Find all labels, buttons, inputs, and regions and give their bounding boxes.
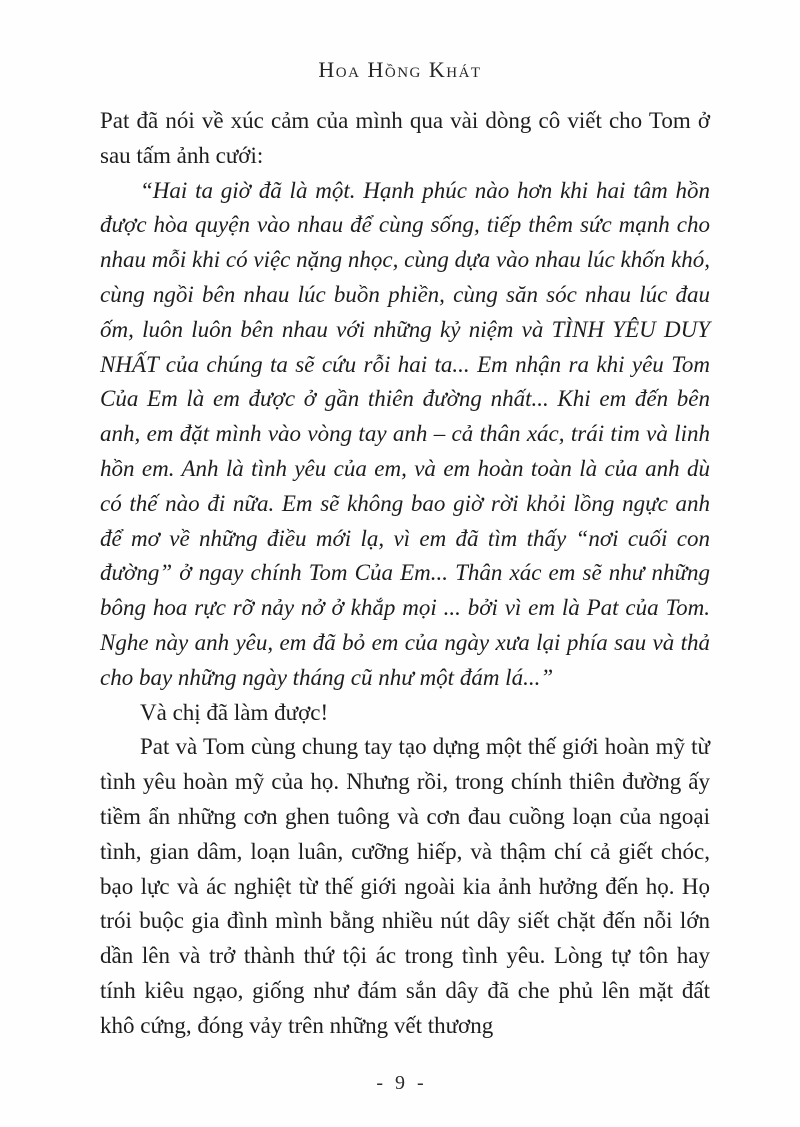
- paragraph-narrative: Pat và Tom cùng chung tay tạo dựng một thế giới hoàn mỹ từ tình yêu hoàn mỹ của họ. Nhưng rồi, trong chính thiên đường ấy tiềm ẩn những cơn ghen tuông và cơn đau cuồng loạn của ngoại tình, gian dâm, loạn luân, cưỡng hiếp, và thậm chí cả giết chóc, bạo lực và ác nghiệt từ thế giới ngoài kia ảnh hưởng đến họ. Họ trói buộc gia đình mình bằng nhiều nút dây siết chặt đến nỗi lớn dần lên và trở thành thứ tội ác trong tình yêu. Lòng tự tôn hay tính kiêu ngạo, giống như đám sắn dây đã che phủ lên mặt đất khô cứng, đóng vảy trên những vết thương: [100, 734, 710, 1038]
- running-header: Hoa Hồng Khát: [318, 57, 482, 82]
- paragraph-wedding-photo-quote: “Hai ta giờ đã là một. Hạnh phúc nào hơn khi hai tâm hồn được hòa quyện vào nhau để cùng sống, tiếp thêm sức mạnh cho nhau mỗi khi có việc nặng nhọc, cùng dựa vào nhau lúc khốn khó, cùng ngồi bên nhau lúc buồn phiền, cùng săn sóc nhau lúc đau ốm, luôn luôn bên nhau với những kỷ niệm và TÌNH YÊU DUY NHẤT của chúng ta sẽ cứu rỗi hai ta... Em nhận ra khi yêu Tom Của Em là em được ở gần thiên đường nhất... Khi em đến bên anh, em đặt mình vào vòng tay anh – cả thân xác, trái tim và linh hồn em. Anh là tình yêu của em, và em hoàn toàn là của anh dù có thế nào đi nữa. Em sẽ không bao giờ rời khỏi lồng ngực anh để mơ về những điều mới lạ, vì em đã tìm thấy “nơi cuối con đường” ở ngay chính Tom Của Em... Thân xác em sẽ như những bông hoa rực rỡ nảy nở ở khắp mọi ... bởi vì em là Pat của Tom. Nghe này anh yêu, em đã bỏ em của ngày xưa lại phía sau và thả cho bay những ngày tháng cũ như một đám lá...”: [100, 177, 710, 690]
- page-number: - 9 -: [376, 1072, 424, 1094]
- paragraph-intro: Pat đã nói về xúc cảm của mình qua vài dòng cô viết cho Tom ở sau tấm ảnh cưới:: [100, 108, 710, 168]
- paragraph-affirmation: Và chị đã làm được!: [140, 699, 329, 725]
- text-block: [100, 104, 710, 1044]
